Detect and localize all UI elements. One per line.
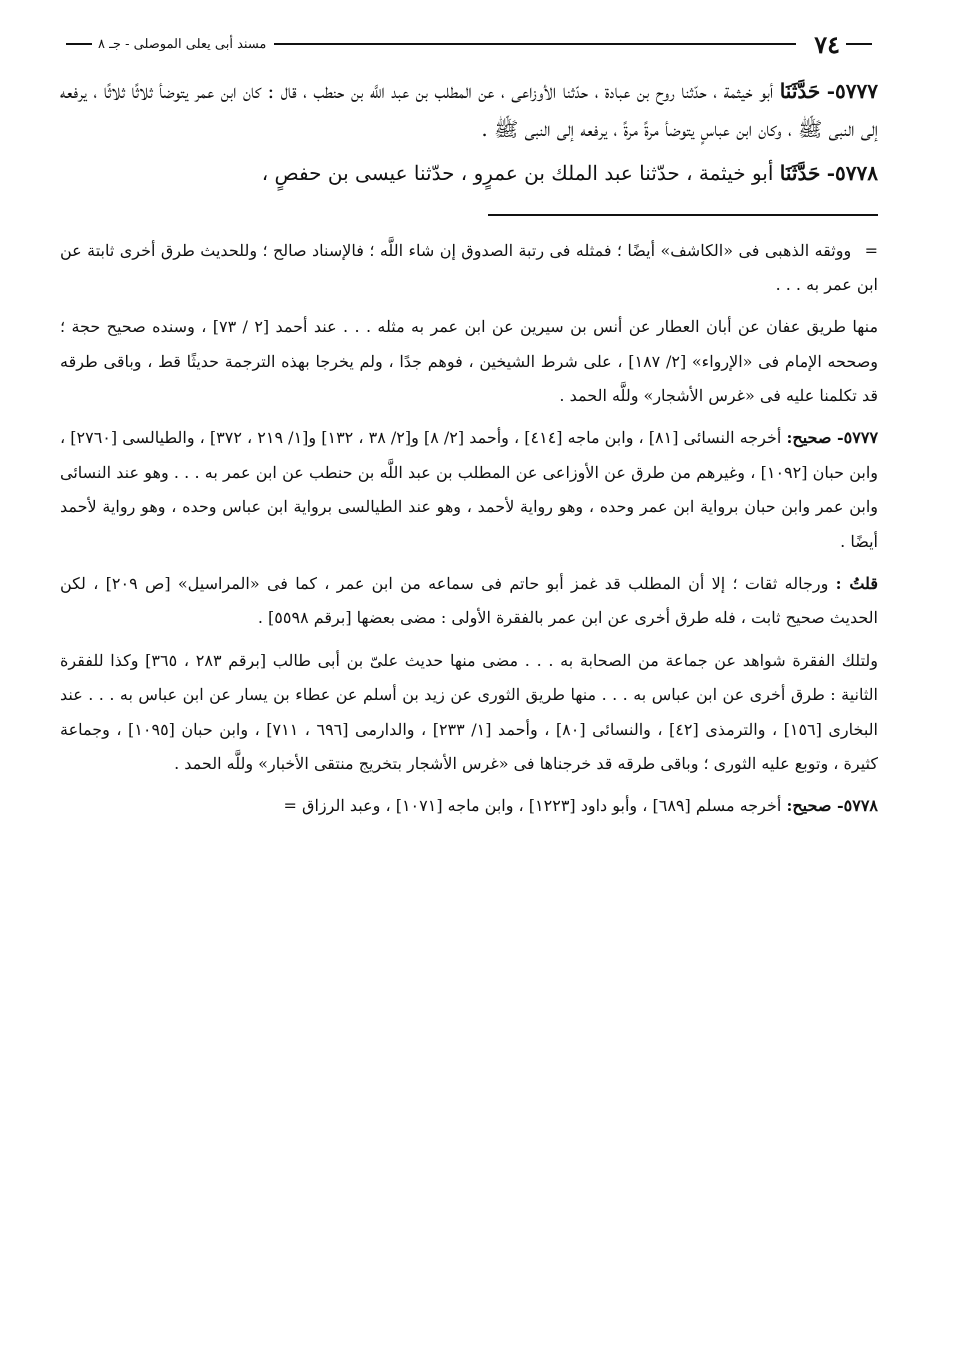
footnote-label: ٥٧٧٨- صحيح: bbox=[786, 796, 878, 816]
hadith-number: ٥٧٧٧- bbox=[826, 79, 878, 103]
footnote-separator bbox=[488, 214, 878, 216]
footnote-5778 bbox=[60, 789, 878, 823]
footnote-label: ٥٧٧٧- صحيح: bbox=[786, 428, 879, 448]
header-dash bbox=[846, 43, 872, 45]
footnote-qult bbox=[60, 567, 878, 636]
hadith-5777 bbox=[60, 72, 878, 148]
main-text bbox=[60, 72, 878, 192]
book-title: مسند أبى يعلى الموصلى - جـ ٨ bbox=[98, 36, 267, 52]
footnote-text: ووثقه الذهبى فى «الكاشف» أيضًا ؛ فمثله فى رتبة الصدوق إن شاء اللَّه ؛ فالإسناد صالح ؛ وللحديث طرق أخرى ثابتة عن ابن عمر به . . . bbox=[60, 240, 878, 294]
footnote-5777 bbox=[60, 421, 878, 559]
footnotes bbox=[60, 234, 878, 824]
book-page bbox=[60, 22, 878, 832]
hadith-opening: حَدَّثَنَا bbox=[779, 79, 821, 103]
footnote-text: أخرجه مسلم [٦٨٩] ، وأبو داود [١٢٢٣] ، وابن ماجه [١٠٧١] ، وعبد الرزاق = bbox=[283, 796, 782, 816]
page-header bbox=[60, 22, 878, 66]
hadith-5778 bbox=[60, 154, 878, 192]
hadith-number: ٥٧٧٨- bbox=[826, 161, 878, 185]
hadith-opening: حَدَّثَنَا bbox=[779, 161, 821, 185]
header-dash-end bbox=[66, 43, 92, 45]
header-rule bbox=[274, 43, 796, 45]
footnote-paragraph: منها طريق عفان عن أبان العطار عن أنس بن سيرين عن ابن عمر به مثله . . . عند أحمد [٢ / ٧٣] ، وسنده صحيح حجة ؛ وصححه الإمام فى «الإرواء» [٢/ ١٨٧] ، على شرط الشيخين ، فوهم جدًا ، ولم يخرجا بهذه الترجمة حديثًا قط ، وباقى طرقه قد تكلمنا عليه فى «غرس الأشجار» وللَّه الحمد . bbox=[60, 317, 879, 406]
continuation-mark: = bbox=[864, 240, 878, 260]
footnote-continuation bbox=[60, 234, 878, 303]
footnote-paragraph: ولتلك الفقرة شواهد عن جماعة من الصحابة به . . . مضى منها حديث علىّ بن أبى طالب [برقم ٢٨٣ ، ٣٦٥] وكذا للفقرة الثانية : طرق أخرى عن ابن عباس به . . . منها طريق الثورى عن زيد بن أسلم عن عطاء بن يسار عن ابن عباس به . . . عند البخارى [١٥٦] ، والترمذى [٤٢] ، والنسائى [٨٠] ، وأحمد [١/ ٢٣٣] ، والدارمى [٦٩٦ ، ٧١١] ، وابن حبان [١٠٩٥] ، وجماعة كثيرة ، وتوبع عليه الثورى ؛ وباقى طرقه قد خرجناها فى «غرس الأشجار بتخريج منتقى الأخبار» وللَّه الحمد . bbox=[60, 650, 879, 773]
page-number: ٧٤ bbox=[814, 29, 840, 59]
footnote-text: ورجاله ثقات ؛ إلا أن المطلب قد غمز أبو حاتم فى سماعه من ابن عمر ، كما فى «المراسيل» [ص ٢٠٩] ، لكن الحديث صحيح ثابت ، فله طرق أخرى عن ابن عمر بالفقرة الأولى : مضى بعضها [برقم ٥٥٩٨] . bbox=[60, 574, 878, 628]
footnote-label: قلتُ : bbox=[835, 574, 879, 594]
footnote-text: أخرجه النسائى [٨١] ، وابن ماجه [٤١٤] ، وأحمد [٢/ ٨] و[٢/ ٣٨ ، ١٣٢] و[١/ ٢١٩ ، ٣٧٢] ، والطيالسى [٢٧٦٠] ، وابن حبان [١٠٩٢] ، وغيرهم من طرق عن الأوزاعى عن المطلب بن عبد اللَّه بن حنطب عن ابن عمر به . . . وهو عند النسائى وابن عمر وابن حبان برواية ابن عمر وحده ، وهو رواية لأحمد ، وهو عند الطيالسى برواية ابن عباس وحده ، وهو رواية لأحمد أيضًا . bbox=[60, 428, 879, 551]
hadith-text: أبو خيثمة ، حدّثنا روح بن عبادة ، حدّثنا الأوزاعى ، عن المطلب بن عبد اللَّه بن حنطب ، قال : كان ابن عمر يتوضأ ثلاثًا ثلاثًا ، يرفعه إلى النبى ﷺ ، وكان ابن عباسٍ يتوضأ مرةً مرةً ، يرفعه إلى النبى ﷺ . bbox=[60, 79, 878, 141]
hadith-text: أبو خيثمة ، حدّثنا عبد الملك بن عمرٍو ، حدّثنا عيسى بن حفصٍ ، bbox=[261, 161, 774, 185]
